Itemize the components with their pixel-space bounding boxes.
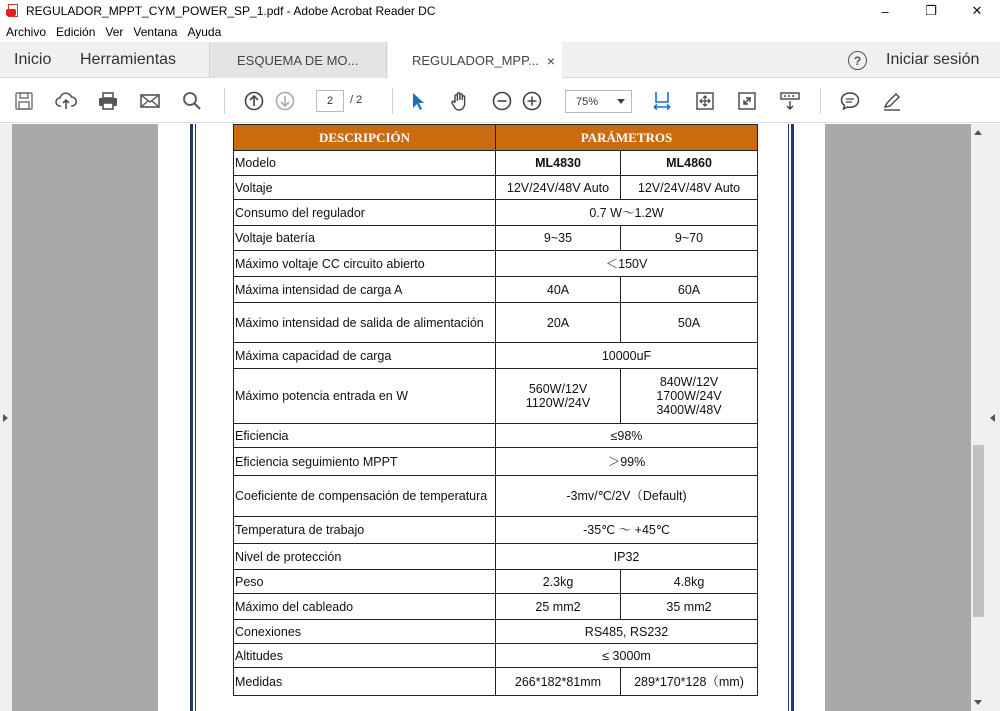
print-icon[interactable] bbox=[96, 89, 120, 113]
spec-value-ml4830: 25 mm2 bbox=[496, 594, 621, 620]
spec-value: ≤ 3000m bbox=[496, 644, 758, 668]
tab-herramientas[interactable]: Herramientas bbox=[80, 51, 177, 68]
select-cursor-icon[interactable] bbox=[406, 89, 430, 113]
zoom-out-icon[interactable] bbox=[490, 89, 514, 113]
scroll-thumb[interactable] bbox=[973, 445, 984, 617]
tab-document-regulador[interactable] bbox=[388, 42, 562, 79]
spec-description: Peso bbox=[234, 570, 496, 594]
toolbar-divider bbox=[392, 88, 393, 114]
spec-description: Temperatura de trabajo bbox=[234, 517, 496, 544]
spec-description: Máxima capacidad de carga bbox=[234, 343, 496, 369]
table-row bbox=[234, 517, 758, 544]
toolbar-divider bbox=[224, 88, 225, 114]
spec-description: Máximo potencia entrada en W bbox=[234, 369, 496, 424]
search-icon[interactable] bbox=[180, 89, 204, 113]
fit-width-icon[interactable] bbox=[650, 89, 674, 113]
spec-value-ml4860: 4.8kg bbox=[621, 570, 758, 594]
menu-bar bbox=[0, 22, 1000, 42]
spec-value-ml4830: 9~35 bbox=[496, 226, 621, 251]
spec-description: Máximo del cableado bbox=[234, 594, 496, 620]
window-title: REGULADOR_MPPT_CYM_POWER_SP_1.pdf - Adobe Acrobat Reader DC bbox=[26, 4, 436, 18]
spec-description: Coeficiente de compensación de temperatura bbox=[234, 476, 496, 517]
toolbar-divider bbox=[820, 88, 821, 114]
menu-ver[interactable]: Ver bbox=[105, 25, 124, 39]
spec-value: ＞99% bbox=[496, 448, 758, 476]
spec-description: Eficiencia bbox=[234, 424, 496, 448]
spec-value-ml4860: 840W/12V 1700W/24V 3400W/48V bbox=[621, 369, 758, 424]
previous-page-icon[interactable] bbox=[242, 89, 266, 113]
spec-table bbox=[233, 124, 758, 696]
restore-button[interactable]: ❐ bbox=[925, 3, 937, 18]
fit-page-icon[interactable] bbox=[693, 89, 717, 113]
table-row bbox=[234, 151, 758, 176]
tab-label: ESQUEMA DE MO... bbox=[237, 52, 359, 68]
tab-document-esquema[interactable] bbox=[209, 42, 387, 78]
scroll-up-icon[interactable] bbox=[974, 130, 982, 135]
chevron-right-icon bbox=[3, 414, 8, 422]
spec-value-ml4860: 60A bbox=[621, 277, 758, 303]
table-row bbox=[234, 343, 758, 369]
signin-link[interactable]: Iniciar sesión bbox=[886, 51, 980, 68]
mail-icon[interactable] bbox=[138, 89, 162, 113]
spec-value-ml4860: 9~70 bbox=[621, 226, 758, 251]
page-total: / 2 bbox=[350, 94, 363, 106]
save-icon[interactable] bbox=[12, 89, 36, 113]
spec-description: Medidas bbox=[234, 668, 496, 696]
vertical-scrollbar[interactable] bbox=[971, 124, 986, 711]
table-row bbox=[234, 200, 758, 226]
spec-description: Modelo bbox=[234, 151, 496, 176]
spec-description: Nivel de protección bbox=[234, 544, 496, 570]
spec-value-ml4830: 20A bbox=[496, 303, 621, 343]
spec-value-ml4860: 289*170*128（mm) bbox=[621, 668, 758, 696]
upload-cloud-icon[interactable] bbox=[54, 89, 78, 113]
page-number-input[interactable]: 2 bbox=[316, 90, 344, 112]
table-row bbox=[234, 620, 758, 644]
left-panel-toggle[interactable] bbox=[0, 124, 12, 711]
close-tab-icon[interactable]: × bbox=[546, 52, 556, 69]
header-descripcion: DESCRIPCIÓN bbox=[234, 125, 496, 151]
spec-description: Máximo intensidad de salida de alimentación bbox=[234, 303, 496, 343]
table-row bbox=[234, 251, 758, 277]
header-parametros: PARÁMETROS bbox=[496, 125, 758, 151]
table-header-row bbox=[234, 125, 758, 151]
right-panel-toggle[interactable] bbox=[986, 124, 1000, 711]
table-row bbox=[234, 644, 758, 668]
chevron-down-icon bbox=[617, 99, 625, 104]
spec-value-ml4830: 560W/12V 1120W/24V bbox=[496, 369, 621, 424]
table-row bbox=[234, 303, 758, 343]
comment-icon[interactable] bbox=[838, 89, 862, 113]
spec-value: ≤98% bbox=[496, 424, 758, 448]
tab-inicio[interactable]: Inicio bbox=[14, 51, 52, 68]
spec-description: Voltaje bbox=[234, 176, 496, 200]
acrobat-pdf-icon bbox=[6, 4, 20, 18]
spec-description: Voltaje batería bbox=[234, 226, 496, 251]
table-row bbox=[234, 424, 758, 448]
spec-value-ml4860: ML4860 bbox=[621, 151, 758, 176]
pen-sign-icon[interactable] bbox=[880, 89, 904, 113]
zoom-select[interactable] bbox=[565, 90, 632, 113]
help-icon[interactable]: ? bbox=[848, 51, 867, 70]
pdf-page bbox=[158, 124, 825, 711]
page-border-left bbox=[190, 124, 196, 711]
spec-value-ml4830: 40A bbox=[496, 277, 621, 303]
spec-value-ml4830: 12V/24V/48V Auto bbox=[496, 176, 621, 200]
spec-value: -35℃ ～ +45℃ bbox=[496, 517, 758, 544]
table-row bbox=[234, 570, 758, 594]
spec-description: Máxima intensidad de carga A bbox=[234, 277, 496, 303]
zoom-in-icon[interactable] bbox=[520, 89, 544, 113]
spec-value: ＜150V bbox=[496, 251, 758, 277]
spec-value-ml4830: 2.3kg bbox=[496, 570, 621, 594]
full-screen-icon[interactable] bbox=[735, 89, 759, 113]
scroll-down-icon[interactable] bbox=[974, 700, 982, 705]
spec-value: -3mv/℃/2V（Default) bbox=[496, 476, 758, 517]
spec-description: Eficiencia seguimiento MPPT bbox=[234, 448, 496, 476]
spec-value-ml4860: 12V/24V/48V Auto bbox=[621, 176, 758, 200]
menu-ayuda[interactable]: Ayuda bbox=[187, 25, 222, 39]
table-row bbox=[234, 668, 758, 696]
spec-value: IP32 bbox=[496, 544, 758, 570]
table-row bbox=[234, 176, 758, 200]
chevron-left-icon bbox=[990, 414, 995, 422]
spec-value: 10000uF bbox=[496, 343, 758, 369]
table-row bbox=[234, 594, 758, 620]
tab-label: REGULADOR_MPP... bbox=[412, 53, 539, 68]
toolbar bbox=[0, 78, 1000, 123]
menu-edicion[interactable]: Edición bbox=[56, 25, 96, 39]
spec-description: Conexiones bbox=[234, 620, 496, 644]
tab-bar bbox=[0, 42, 1000, 78]
page-border-right bbox=[788, 124, 794, 711]
spec-value-ml4860: 35 mm2 bbox=[621, 594, 758, 620]
title-bar bbox=[0, 0, 1000, 22]
hand-tool-icon[interactable] bbox=[448, 89, 472, 113]
spec-description: Altitudes bbox=[234, 644, 496, 668]
zoom-value: 75% bbox=[576, 95, 599, 108]
spec-description: Máximo voltaje CC circuito abierto bbox=[234, 251, 496, 277]
table-row bbox=[234, 448, 758, 476]
table-row bbox=[234, 544, 758, 570]
next-page-icon[interactable] bbox=[273, 89, 297, 113]
close-window-button[interactable]: ✕ bbox=[971, 3, 983, 18]
spec-description: Consumo del regulador bbox=[234, 200, 496, 226]
spec-value-ml4830: ML4830 bbox=[496, 151, 621, 176]
scroll-mode-icon[interactable] bbox=[778, 89, 802, 113]
table-row bbox=[234, 226, 758, 251]
minimize-button[interactable]: – bbox=[881, 3, 889, 19]
spec-value: RS485, RS232 bbox=[496, 620, 758, 644]
spec-value-ml4860: 50A bbox=[621, 303, 758, 343]
table-row bbox=[234, 369, 758, 424]
spec-value-ml4830: 266*182*81mm bbox=[496, 668, 621, 696]
menu-archivo[interactable]: Archivo bbox=[6, 25, 47, 39]
table-row bbox=[234, 277, 758, 303]
spec-value: 0.7 W～1.2W bbox=[496, 200, 758, 226]
menu-ventana[interactable]: Ventana bbox=[133, 25, 178, 39]
table-row bbox=[234, 476, 758, 517]
